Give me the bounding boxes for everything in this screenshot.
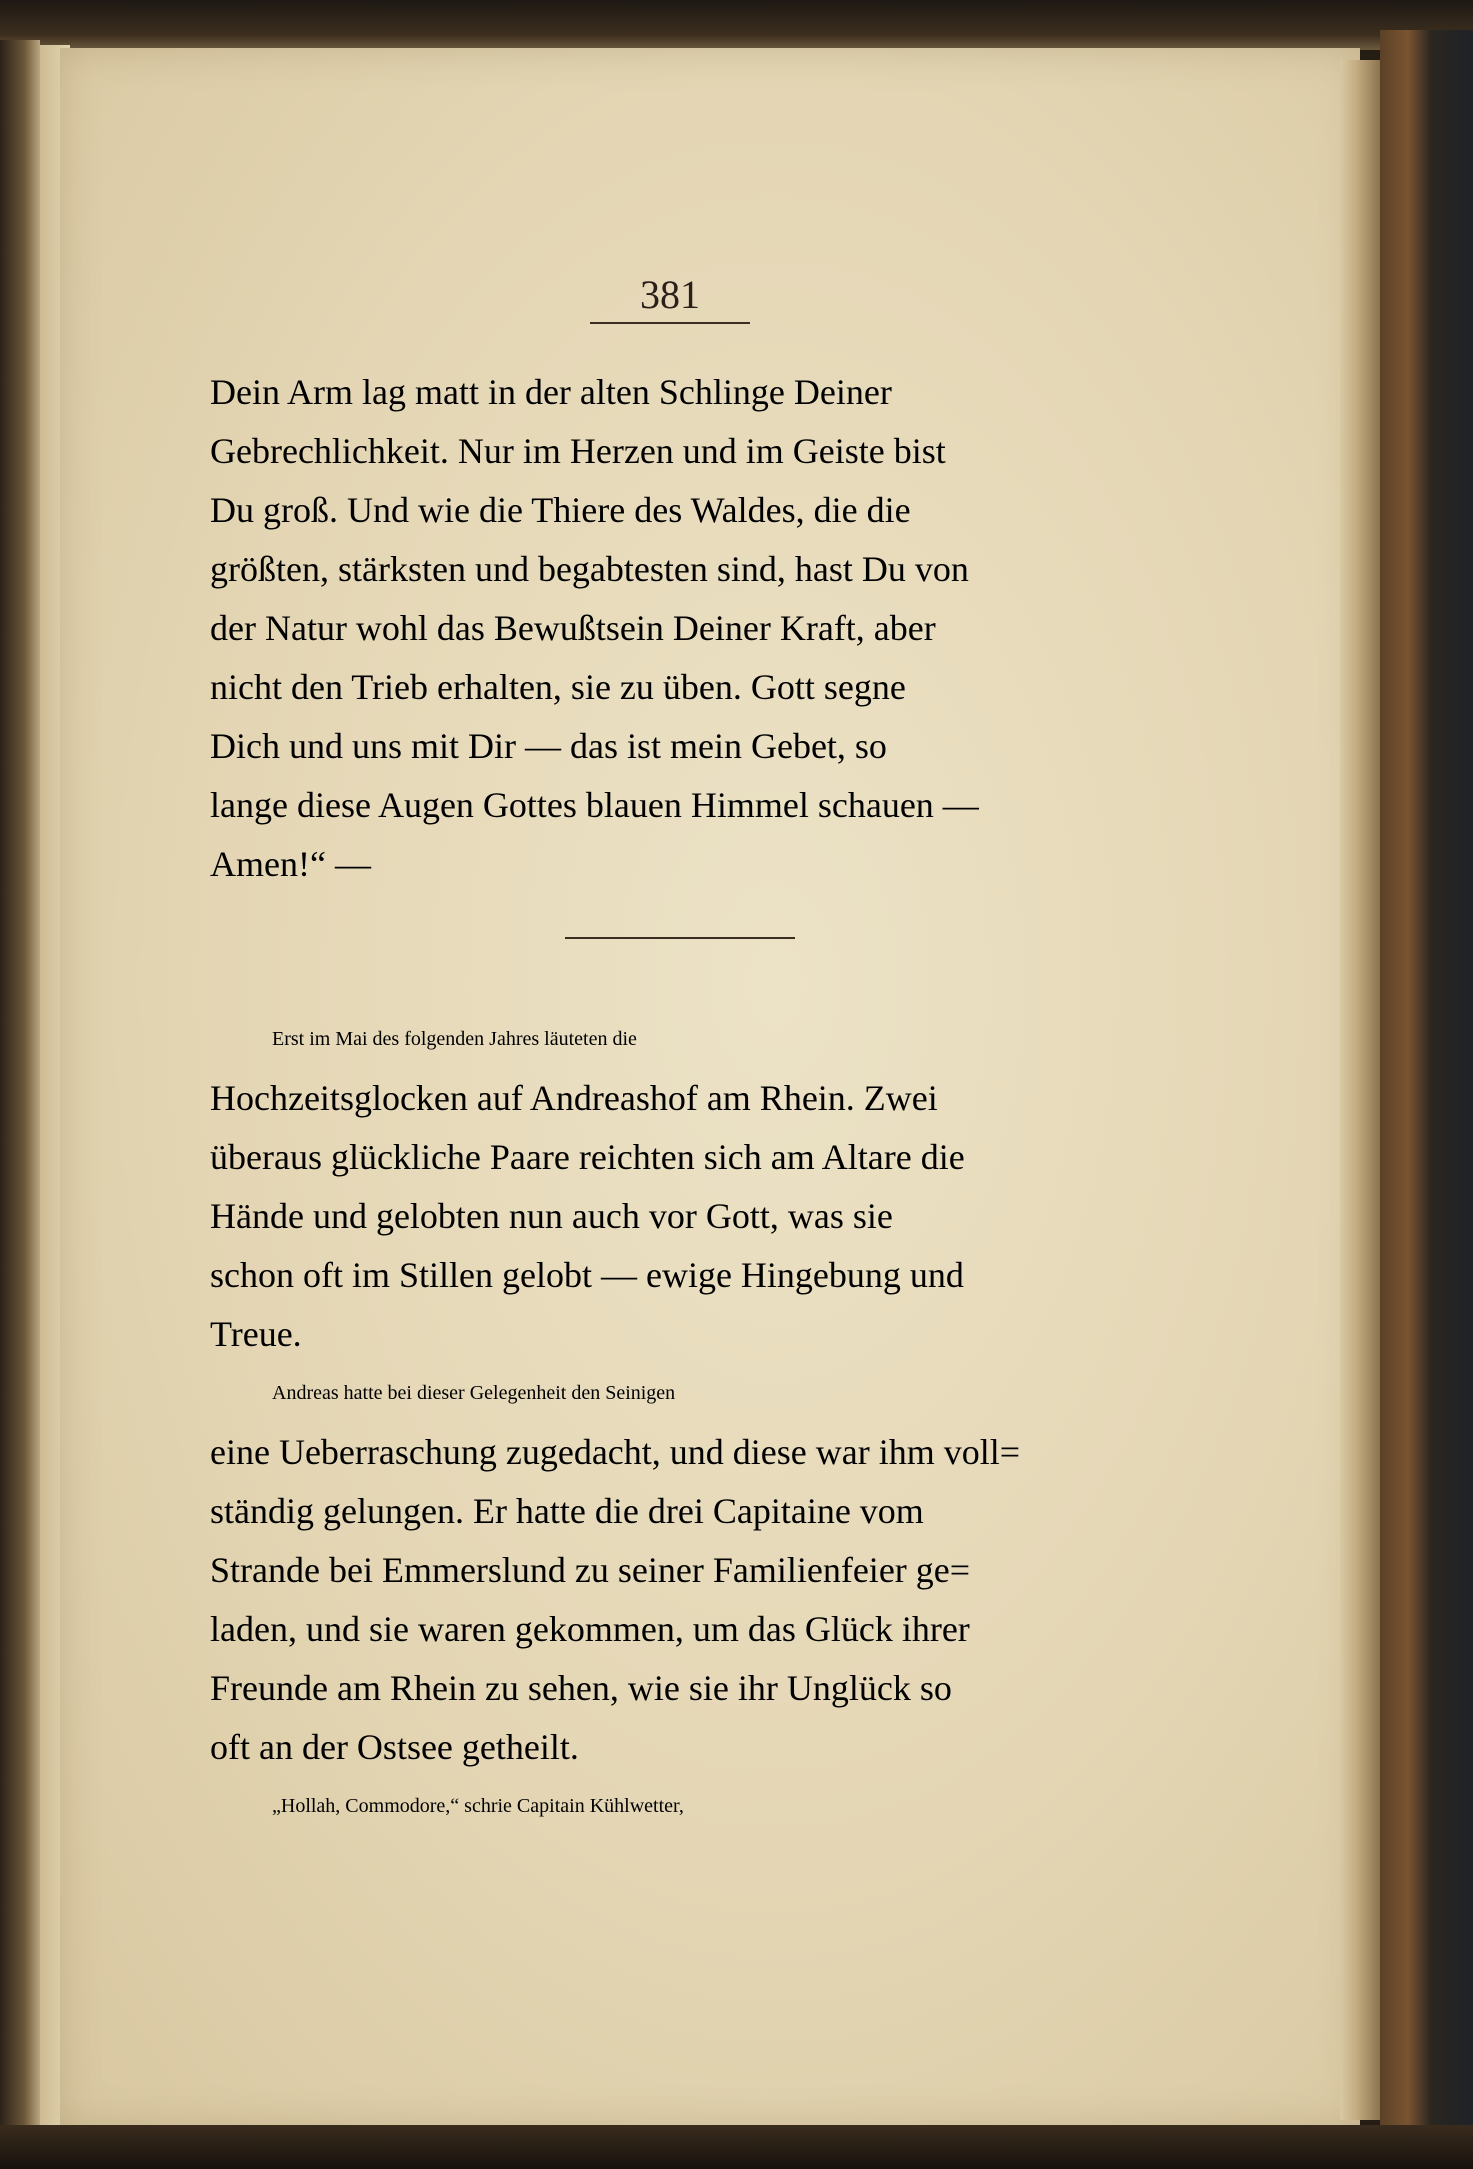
text-line: überaus glückliche Paare reichten sich am Altare die (210, 1137, 965, 1177)
text-line: „Hollah, Commodore,“ schrie Capitain Kühlwetter, (272, 1795, 684, 1817)
paragraph (210, 1423, 1135, 1777)
text-line: Erst im Mai des folgenden Jahres läuteten die (272, 1028, 637, 1050)
text-line: Strande bei Emmerslund zu seiner Familienfeier ge= (210, 1550, 971, 1590)
book-cover-right (1380, 30, 1473, 2169)
book-binding (0, 40, 40, 2140)
text-line: ständig gelungen. Er hatte die drei Capitaine vom (210, 1491, 924, 1531)
text-line: Dich und uns mit Dir — das ist mein Gebet, so (210, 726, 887, 766)
text-line: Du groß. Und wie die Thiere des Waldes, die die (210, 490, 911, 530)
paragraph (210, 1777, 1135, 1836)
paragraph (210, 1010, 1135, 1069)
text-line: Dein Arm lag matt in der alten Schlinge Deiner (210, 372, 892, 412)
book-cover-bottom (0, 2125, 1473, 2169)
text-line: Andreas hatte bei dieser Gelegenheit den Seinigen (272, 1382, 676, 1404)
text-line: Hochzeitsglocken auf Andreashof am Rhein. Zwei (210, 1078, 938, 1118)
page-number: 381 (590, 270, 750, 324)
text-line: laden, und sie waren gekommen, um das Glück ihrer (210, 1609, 970, 1649)
text-line: nicht den Trieb erhalten, sie zu üben. Gott segne (210, 667, 906, 707)
paragraph (210, 1364, 1135, 1423)
text-line: lange diese Augen Gottes blauen Himmel schauen — (210, 785, 979, 825)
text-line: schon oft im Stillen gelobt — ewige Hingebung und (210, 1255, 964, 1295)
text-line: Amen!“ — (210, 844, 371, 884)
text-line: Freunde am Rhein zu sehen, wie sie ihr Unglück so (210, 1668, 952, 1708)
text-line: größten, stärksten und begabtesten sind, hast Du von (210, 549, 969, 589)
text-line: oft an der Ostsee getheilt. (210, 1727, 579, 1767)
text-line: Gebrechlichkeit. Nur im Herzen und im Geiste bist (210, 431, 946, 471)
text-line: der Natur wohl das Bewußtsein Deiner Kraft, aber (210, 608, 936, 648)
page-stack-edge (1340, 60, 1380, 2120)
book-cover-top (0, 0, 1473, 50)
text-line: eine Ueberraschung zugedacht, und diese war ihm voll= (210, 1432, 1021, 1472)
text-line: Treue. (210, 1314, 302, 1354)
section-2-text (210, 1010, 1135, 1836)
section-1-text (210, 363, 1135, 894)
text-line: Hände und gelobten nun auch vor Gott, was sie (210, 1196, 893, 1236)
section-divider (565, 937, 795, 939)
paragraph (210, 1069, 1135, 1364)
